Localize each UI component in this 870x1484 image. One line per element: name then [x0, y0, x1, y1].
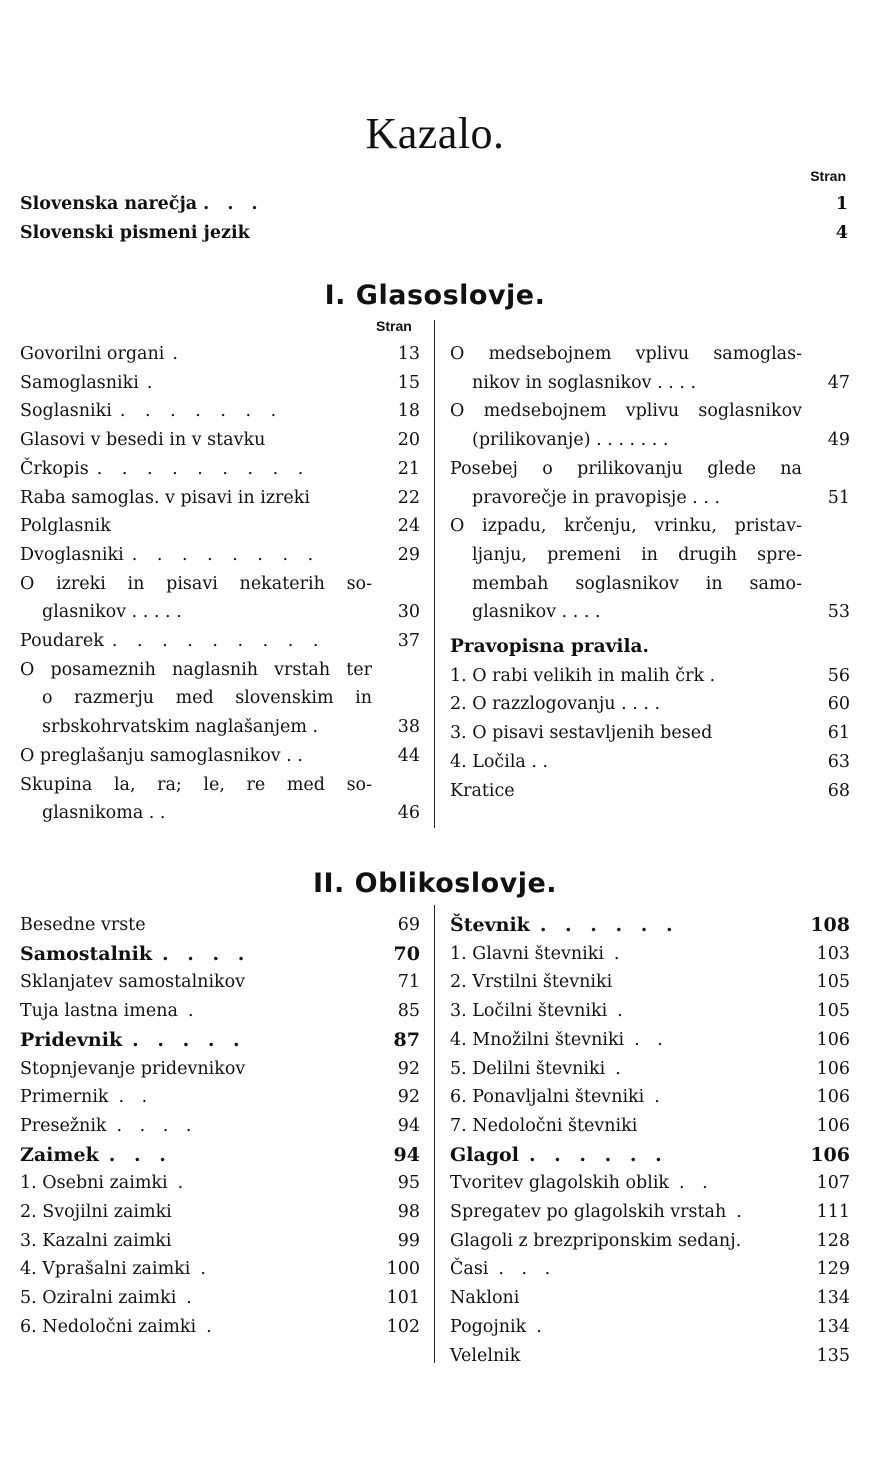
entry-text [20, 512, 420, 541]
toc-entry [20, 426, 420, 455]
toc-entry [20, 570, 420, 627]
section2-left-column [20, 911, 420, 1342]
page-number: 105 [816, 1001, 850, 1022]
entry-label: Slovenski pismeni jezik [20, 222, 250, 243]
entry-line: glasnikoma . . [42, 803, 166, 824]
toc-entry [450, 455, 850, 512]
toc-entry [20, 1198, 420, 1227]
toc-entry [20, 541, 420, 570]
toc-entry [450, 911, 850, 940]
toc-entry [20, 219, 848, 248]
toc-entry [20, 771, 420, 828]
entry-label: Samostalnik [20, 942, 153, 965]
page-number: 128 [816, 1230, 850, 1251]
entry-line: Govorilni organi [20, 344, 165, 364]
leader-dots: . . . [108, 1143, 172, 1166]
page-number: 1 [835, 194, 848, 214]
toc-entry [450, 1255, 850, 1284]
toc-entry [450, 1141, 850, 1170]
page-number: 69 [397, 915, 420, 935]
column-divider [434, 905, 435, 1363]
toc-entry [20, 742, 420, 771]
entry-line: 3. O pisavi sestavljenih besed [450, 723, 713, 744]
leader-dots: . [146, 372, 160, 393]
entry-label: Spregatev po glagolskih vrstah [450, 1202, 727, 1223]
page-number: 4 [835, 222, 848, 243]
page-number: 106 [816, 1058, 850, 1079]
page-number: 100 [386, 1259, 420, 1280]
leader-dots: . . [118, 1087, 154, 1108]
entry-label: Stopnjevanje pridevnikov [20, 1058, 246, 1079]
toc-entry [450, 1026, 850, 1055]
page-number: 94 [397, 1115, 420, 1136]
leader-dots: . . . . . . . . . [96, 458, 311, 479]
entry-text [450, 512, 850, 627]
page-number: 24 [397, 516, 420, 537]
leader-dots: . [187, 1001, 200, 1022]
page-number: 134 [816, 1288, 850, 1309]
toc-entry [450, 1342, 850, 1371]
page-number: 30 [397, 602, 420, 623]
entry-label: 2. Vrstilni števniki [450, 972, 613, 993]
toc-entry [20, 1055, 420, 1084]
page-number: 106 [810, 1143, 850, 1166]
page-number: 92 [397, 1058, 420, 1079]
toc-entry [450, 1284, 850, 1313]
entry-line: O posameznih naglasnih vrstah ter [20, 659, 372, 680]
page-number: 51 [827, 487, 850, 508]
entry-label: 3. Ločilni števniki [450, 1001, 608, 1022]
entry-line: O preglašanju samoglasnikov . . [20, 745, 303, 766]
toc-entry [450, 997, 850, 1026]
page-number: 37 [397, 631, 420, 652]
entry-label: 1. Osebni zaimki [20, 1173, 168, 1194]
toc-entry [20, 968, 420, 997]
entry-text [450, 662, 850, 691]
page-number: 13 [397, 344, 420, 364]
entry-label: 3. Kazalni zaimki [20, 1230, 172, 1251]
toc-entry [20, 1141, 420, 1170]
entry-text [20, 656, 420, 742]
section-heading: I. Glasoslovje. [324, 280, 546, 311]
toc-entry [20, 911, 420, 940]
section2-right-column [450, 911, 850, 1370]
toc-entry [20, 627, 420, 656]
toc-entry [20, 512, 420, 541]
toc-entry [20, 940, 420, 969]
leader-dots: . . . . . . . . . [111, 631, 326, 652]
entry-line: 2. O razzlogovanju . . . . [450, 694, 661, 715]
subsection-heading: Pravopisna pravila. [450, 636, 649, 658]
entry-line: Poudarek [20, 631, 104, 652]
entry-text [20, 397, 420, 426]
page-number: 103 [816, 943, 850, 964]
toc-entry [450, 1083, 850, 1112]
entry-label: Pridevnik [20, 1028, 123, 1051]
page-number: 44 [397, 745, 420, 766]
toc-entry [20, 1169, 420, 1198]
toc-entry [20, 1026, 420, 1055]
toc-entry [450, 1313, 850, 1342]
toc-entry [450, 1112, 850, 1141]
entry-line: (prilikovanje) . . . . . . . [472, 430, 669, 451]
page-number: 87 [393, 1028, 420, 1051]
leader-dots: . . . [498, 1259, 557, 1280]
entry-line: Samoglasniki [20, 372, 139, 393]
entry-line: glasnikov . . . . . [42, 602, 182, 623]
entry-label: 6. Nedoločni zaimki [20, 1316, 197, 1337]
toc-entry [450, 1055, 850, 1084]
page-number: 135 [816, 1345, 850, 1366]
entry-label: 5. Oziralni zaimki [20, 1288, 177, 1309]
entry-line: O medsebojnem vplivu samoglas- [450, 344, 802, 364]
leader-dots: . . . . . . . . [131, 544, 321, 565]
toc-entry [450, 940, 850, 969]
entry-label: Tuja lastna imena [20, 1001, 178, 1022]
leader-dots: . [536, 1316, 548, 1337]
toc-entry [450, 748, 850, 777]
page-number: 61 [827, 723, 850, 744]
toc-entry [450, 340, 850, 397]
entry-text [20, 484, 420, 513]
page-number: 29 [397, 544, 420, 565]
leader-dots: . [615, 1058, 627, 1079]
entry-line: 4. Ločila . . [450, 751, 549, 772]
entry-label: Tvoritev glagolskih oblik [450, 1173, 670, 1194]
entry-line: pravorečje in pravopisje . . . [472, 487, 721, 508]
section-heading: II. Oblikoslovje. [312, 868, 558, 899]
entry-label: 4. Vprašalni zaimki [20, 1259, 191, 1280]
section1-right-column [450, 340, 850, 805]
entry-line: 1. O rabi velikih in malih črk . [450, 665, 716, 686]
entry-label: Besedne vrste [20, 915, 146, 935]
toc-entry [20, 1313, 420, 1342]
entry-text [450, 340, 850, 397]
entry-text [20, 742, 420, 771]
toc-entry [450, 690, 850, 719]
toc-entry [20, 190, 848, 219]
entry-text [450, 777, 850, 806]
entry-line: O medsebojnem vplivu soglasnikov [450, 401, 802, 422]
entry-text [450, 719, 850, 748]
page-number: 70 [393, 942, 420, 965]
toc-entry [20, 1112, 420, 1141]
entry-label: Glagol [450, 1143, 519, 1166]
entry-label: 2. Svojilni zaimki [20, 1202, 172, 1223]
entry-label: Velelnik [450, 1345, 521, 1366]
entry-label: 5. Delilni števniki [450, 1058, 606, 1079]
entry-line: glasnikov . . . . [472, 602, 601, 623]
page-number: 22 [397, 487, 420, 508]
toc-entry [450, 397, 850, 454]
entry-label: 1. Glavni števniki [450, 943, 604, 964]
entry-label: Glagoli z brezpriponskim sedanj. [450, 1230, 742, 1251]
entry-line: Črkopis [20, 458, 89, 479]
toc-entry [20, 369, 420, 398]
leader-dots: . . . [203, 194, 264, 214]
entry-line: Glasovi v besedi in v stavku [20, 430, 266, 451]
toc-entry [20, 1227, 420, 1256]
leader-dots: . . . . . [132, 1028, 246, 1051]
entry-text [450, 690, 850, 719]
entry-line: Kratice [450, 780, 515, 801]
leader-dots: . [617, 1001, 629, 1022]
page-number: 46 [397, 803, 420, 824]
entry-line: Posebej o prilikovanju glede na [450, 458, 802, 479]
entry-label: Števnik [450, 914, 530, 936]
entry-line: membah soglasnikov in samo- [472, 573, 802, 594]
entry-line: ljanju, premeni in drugih spre- [472, 544, 802, 565]
toc-entry [450, 1198, 850, 1227]
toc-entry [20, 997, 420, 1026]
page-number: 60 [827, 694, 850, 715]
leader-dots: . [206, 1316, 218, 1337]
page-number: 108 [810, 914, 850, 936]
entry-text [20, 627, 420, 656]
entry-text [450, 397, 850, 454]
toc-entry [450, 719, 850, 748]
page-number: 49 [827, 430, 850, 451]
page-number: 21 [397, 458, 420, 479]
page-number: 47 [827, 372, 850, 393]
page-number: 106 [816, 1029, 850, 1050]
page-number: 38 [397, 717, 420, 738]
page-number: 106 [816, 1115, 850, 1136]
page-number: 56 [827, 665, 850, 686]
page-number: 53 [827, 602, 850, 623]
page-number: 99 [397, 1230, 420, 1251]
entry-text [20, 570, 420, 627]
toc-entry [450, 1169, 850, 1198]
entry-line: O izreki in pisavi nekaterih so- [20, 573, 372, 594]
entry-label: Zaimek [20, 1143, 99, 1166]
page-number: 20 [397, 430, 420, 451]
column-divider [434, 320, 435, 828]
entry-label: 4. Množilni števniki [450, 1029, 625, 1050]
toc-entry [20, 656, 420, 742]
leader-dots: . [654, 1087, 666, 1108]
page-number: 63 [827, 751, 850, 772]
leader-dots: . . [679, 1173, 714, 1194]
stran-label: Stran [376, 318, 412, 334]
toc-entry [20, 484, 420, 513]
leader-dots: . [172, 344, 185, 364]
page-number: 68 [827, 780, 850, 801]
entry-text [20, 455, 420, 484]
leader-dots: . [613, 943, 626, 964]
entry-label: Primernik [20, 1087, 109, 1108]
page-number: 92 [397, 1087, 420, 1108]
toc-entry [20, 1284, 420, 1313]
toc-entry [450, 968, 850, 997]
entry-label: Časi [450, 1259, 489, 1280]
page-number: 111 [816, 1202, 850, 1223]
entry-line: Raba samoglas. v pisavi in izreki [20, 487, 310, 508]
toc-entry [20, 1083, 420, 1112]
page-number: 15 [397, 372, 420, 393]
entry-line: o razmerju med slovenskim in [42, 688, 372, 709]
entry-label: Slovenska narečja [20, 194, 198, 214]
page-number: 95 [397, 1173, 420, 1194]
entry-text [20, 426, 420, 455]
page-number: 102 [386, 1316, 420, 1337]
entry-line: nikov in soglasnikov . . . . [472, 372, 697, 393]
page-title: Kazalo. [365, 109, 505, 158]
leader-dots: . . . . [116, 1115, 198, 1136]
entry-label: 6. Ponavljalni števniki [450, 1087, 645, 1108]
leader-dots: . . . . [162, 942, 251, 965]
leader-dots: . [736, 1202, 748, 1223]
entry-line: Skupina la, ra; le, re med so- [20, 774, 372, 795]
entry-text [20, 340, 420, 369]
stran-label: Stran [810, 168, 846, 184]
entry-line: Polglasnik [20, 516, 111, 537]
leader-dots: . . . . . . [539, 914, 679, 936]
leader-dots: . . . . . . [528, 1143, 668, 1166]
section1-left-column [20, 340, 420, 828]
entry-label: Nakloni [450, 1288, 520, 1309]
entry-text [450, 748, 850, 777]
page-number: 71 [397, 972, 420, 993]
leader-dots: . . [634, 1029, 669, 1050]
entry-label: Sklanjatev samostalnikov [20, 972, 246, 993]
entry-line: Soglasniki [20, 401, 112, 422]
entry-label: Pogojnik [450, 1316, 527, 1337]
toc-entry [20, 1255, 420, 1284]
intro-list [20, 190, 848, 247]
page-number: 98 [397, 1202, 420, 1223]
leader-dots: . . . . . . . [119, 401, 284, 422]
entry-label: 7. Nedoločni števniki [450, 1115, 638, 1136]
page-number: 106 [816, 1087, 850, 1108]
page-number: 107 [816, 1173, 850, 1194]
entry-text [20, 541, 420, 570]
entry-text [20, 771, 420, 828]
entry-line: O izpadu, krčenju, vrinku, pristav- [450, 516, 802, 537]
page-number: 105 [816, 972, 850, 993]
page-number: 18 [397, 401, 420, 422]
page-number: 101 [386, 1288, 420, 1309]
page-number: 94 [393, 1143, 420, 1166]
toc-entry [20, 455, 420, 484]
entry-label: Presežnik [20, 1115, 107, 1136]
entry-text [20, 369, 420, 398]
toc-entry [450, 512, 850, 627]
toc-entry [450, 662, 850, 691]
leader-dots: . [186, 1288, 198, 1309]
entry-line: srbskohrvatskim naglašanjem . [42, 717, 319, 738]
leader-dots: . [200, 1259, 212, 1280]
leader-dots: . [177, 1173, 190, 1194]
toc-entry [450, 777, 850, 806]
entry-line: Dvoglasniki [20, 544, 124, 565]
toc-entry [450, 1227, 850, 1256]
page-number: 85 [397, 1001, 420, 1022]
page-number: 129 [816, 1259, 850, 1280]
entry-text [450, 455, 850, 512]
toc-entry [20, 397, 420, 426]
toc-entry [20, 340, 420, 369]
page-number: 134 [816, 1316, 850, 1337]
